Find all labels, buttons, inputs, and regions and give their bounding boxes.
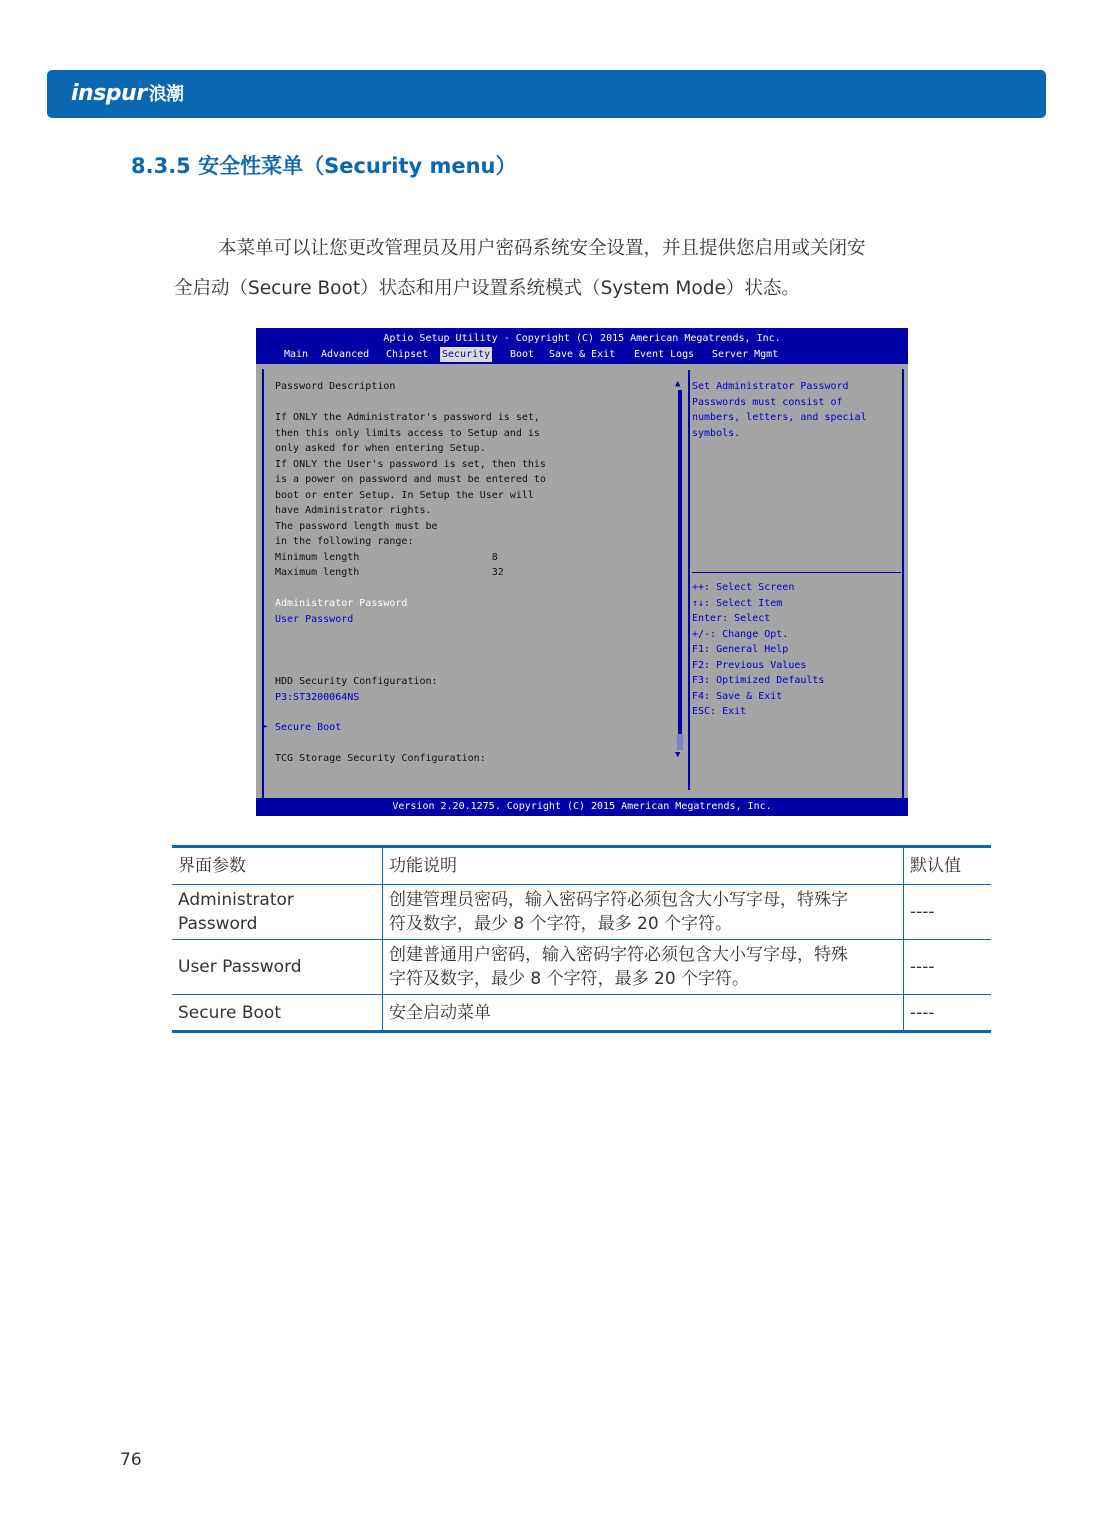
bios-key-hint: F3: Optimized Defaults [692, 675, 825, 686]
bios-secure-boot-item[interactable]: Secure Boot [275, 722, 342, 733]
section-title: 8.3.5 安全性菜单（Security menu） [131, 154, 517, 178]
table-cell-param: User Password [178, 957, 302, 977]
bios-min-length: Minimum length 8 [275, 551, 498, 563]
bios-admin-password-item[interactable]: Administrator Password [275, 598, 408, 609]
bios-key-hint: F2: Previous Values [692, 659, 807, 671]
bios-text-line: have Administrator rights. [275, 505, 432, 516]
bios-tab-chipset[interactable]: Chipset [386, 349, 429, 360]
bios-help-line: Set Administrator Password [692, 381, 849, 392]
intro-line-2: 全启动（Secure Boot）状态和用户设置系统模式（System Mode）状态。 [174, 278, 800, 299]
bios-tab-server-mgmt[interactable]: Server Mgmt [712, 349, 779, 360]
scroll-up-arrow-icon[interactable]: ▲ [675, 379, 681, 389]
table-header-cell: 默认值 [904, 847, 992, 885]
bios-tab-main[interactable]: Main [284, 349, 309, 360]
bios-help-line: numbers, letters, and special [692, 412, 867, 423]
bios-hdd-security-label: HDD Security Configuration: [275, 676, 438, 687]
desc-line: 符及数字，最少 8 个字符，最多 20 个字符。 [389, 914, 733, 934]
table-header-cell: 界面参数 [178, 856, 246, 876]
bios-text-line: then this only limits access to Setup and is [275, 427, 540, 439]
table-cell-desc [383, 940, 904, 995]
bios-tab-advanced[interactable]: Advanced [321, 349, 370, 360]
desc-line: 字符及数字，最少 8 个字符，最多 20 个字符。 [389, 969, 750, 989]
bios-frame-right [902, 369, 904, 798]
scroll-down-arrow-icon[interactable]: ▼ [675, 750, 681, 760]
table-cell-desc [383, 885, 904, 940]
bios-text-line: only asked for when entering Setup. [275, 443, 486, 454]
submenu-arrow-icon: ► [262, 721, 269, 732]
bios-text-line: is a power on password and must be entered to [275, 474, 546, 485]
bios-max-length: Maximum length 32 [275, 567, 504, 578]
bios-tab-event-logs[interactable]: Event Logs [634, 349, 695, 360]
bios-pane-divider [688, 370, 690, 790]
desc-line: 创建普通用户密码，输入密码字符必须包含大小写字母，特殊 [389, 945, 848, 965]
bios-help-separator [692, 572, 901, 573]
bios-key-hint: ↑↓: Select Item [692, 597, 783, 609]
bios-screenshot [256, 328, 908, 816]
bios-key-hint: F1: General Help [692, 644, 789, 655]
table-row [172, 885, 991, 940]
table-cell-default: ---- [904, 940, 992, 995]
bios-tab-save-exit[interactable]: Save & Exit [549, 349, 616, 360]
bios-footer: Version 2.20.1275. Copyright (C) 2015 American Megatrends, Inc. [256, 798, 908, 816]
table-cell-default: ---- [904, 885, 992, 940]
bios-tcg-label: TCG Storage Security Configuration: [275, 753, 486, 764]
table-cell-desc: 安全启动菜单 [383, 995, 904, 1032]
page-number: 76 [120, 1450, 142, 1470]
bios-scroll-thumb[interactable] [677, 734, 683, 750]
desc-line: 创建管理员密码，输入密码字符必须包含大小写字母，特殊字 [389, 890, 848, 910]
bios-key-hint: +/-: Change Opt. [692, 628, 789, 640]
bios-key-hint: ESC: Exit [692, 706, 747, 717]
bios-title: Aptio Setup Utility - Copyright (C) 2015 American Megatrends, Inc. [256, 328, 908, 346]
bios-user-password-item[interactable]: User Password [275, 613, 354, 625]
bios-help-line: Passwords must consist of [692, 396, 843, 408]
bios-text-line: The password length must be [275, 520, 438, 532]
bios-tab-boot[interactable]: Boot [510, 349, 535, 360]
bios-text-line: If ONLY the Administrator's password is set, [275, 412, 540, 423]
bios-frame-left [262, 369, 264, 798]
bios-key-hint: ++: Select Screen [692, 582, 795, 593]
bios-text-line: boot or enter Setup. In Setup the User will [275, 489, 534, 501]
intro-line-1: 本菜单可以让您更改管理员及用户密码系统安全设置，并且提供您启用或关闭安 [218, 238, 866, 259]
table-cell-param: Secure Boot [178, 1002, 281, 1023]
bios-text-line: If ONLY the User's password is set, then this [275, 458, 546, 470]
table-row [172, 995, 991, 1032]
bios-text-line: in the following range: [275, 536, 414, 547]
bios-key-hint: Enter: Select [692, 613, 771, 624]
bios-help-line: symbols. [692, 427, 741, 439]
table-cell-default: ---- [904, 995, 992, 1032]
bios-text-line: Password Description [275, 381, 396, 392]
bios-key-hint: F4: Save & Exit [692, 690, 783, 702]
table-row [172, 940, 991, 995]
bios-tab-security[interactable]: Security [442, 349, 491, 360]
table-header-row [172, 847, 991, 885]
bios-scrollbar[interactable] [678, 390, 682, 734]
intro-paragraph [174, 229, 994, 309]
table-header-cell: 功能说明 [383, 847, 904, 885]
bios-hdd-item[interactable]: P3:ST3200064NS [275, 691, 360, 703]
header-bar [47, 70, 1046, 118]
table-cell-param: Administrator Password [178, 890, 294, 934]
parameter-table [172, 845, 991, 1033]
bios-tab-bar [256, 346, 908, 364]
inspur-logo: inspur 浪潮 [71, 81, 184, 106]
